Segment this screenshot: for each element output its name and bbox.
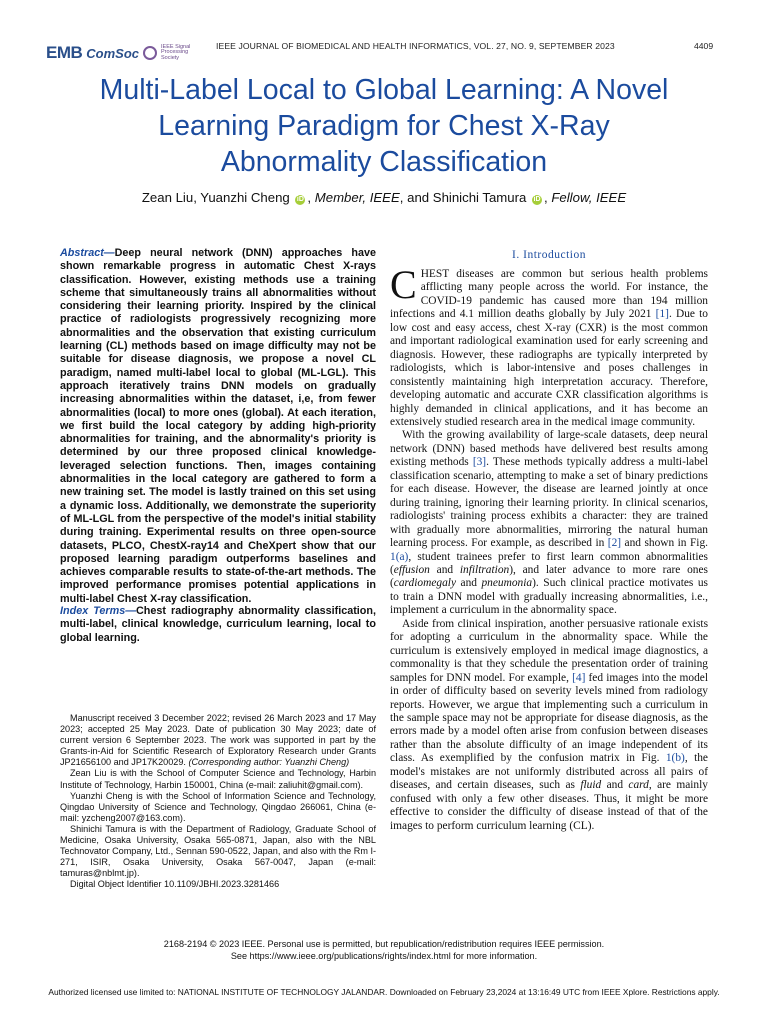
license-notice: Authorized licensed use limited to: NATIONAL INSTITUTE OF TECHNOLOGY JALANDAR. Downloaded on February 23,2024 at 13:16:49 UTC from IEEE Xplore. Restrictions apply. [48,987,720,997]
page-number: 4409 [694,41,714,51]
figure-link[interactable]: 1(a) [390,550,409,563]
signal-processing-society-logo: IEEE Signal Processing Society [161,43,191,61]
copyright-line: 2168-2194 © 2023 IEEE. Personal use is permitted, but republication/redistribution requires IEEE permission. [163,939,605,949]
figure-link[interactable]: 1(b) [665,752,685,765]
comsoc-logo: ComSoc [86,45,140,61]
footnote-manuscript: Manuscript received 3 December 2022; revised 26 March 2023 and 17 May 2023; accepted 25 May 2023. Date of publication 30 May 2023; date of current version 6 September 2023. The work was supported in part by the Grants-in-Aid for Scientific Research of Exploratory Research under Grants JP21656100 and JP17K20029. (Corresponding author: Yuanzhi Cheng) [60,713,376,768]
orcid-icon[interactable]: iD [533,196,541,203]
paper-title [40,72,728,180]
running-head: IEEE JOURNAL OF BIOMEDICAL AND HEALTH INFORMATICS, VOL. 27, NO. 9, SEPTEMBER 2023 [216,41,615,51]
author-membership: Member, IEEE [314,190,400,205]
abstract [60,247,376,606]
citation-link[interactable]: [2] [607,537,622,550]
index-terms [60,605,376,645]
title-line: Multi-Label Local to Global Learning: A Novel [99,74,669,106]
title-line: Abnormality Classification [220,146,548,178]
footnote-affiliation: Zean Liu is with the School of Computer Science and Technology, Harbin Institute of Technology, Harbin 150001, China (e-mail: zaliuhit@gmail.com). [60,768,376,790]
society-logos [46,40,191,66]
citation-link[interactable]: [1] [655,308,669,321]
paragraph: Aside from clinical inspiration, another persuasive rationale exists for adopting a curriculum in the abnormality space. While the curriculum is extensively employed in medical image diagnostics, a commonality is that they schedule the presentation order of training samples for DNN model. For example, [4] fed images into the model in order of difficulty based on severity levels mined from radiology reports. However, we argue that implementing such a curriculum in the sample space may not be appropriate for disease diagnosis, as the errors made by a model often arise from confusion between diseases rather than the absolute difficulty of an image independent of its class. As exemplified by the confusion matrix in Fig. 1(b), the model's mistakes are not uniformly distributed across all pairs of diseases, and certain diseases, such as fluid and card, are mainly confused with only a few other diseases. Thus, it might be more effective to consider the difficulty of disease instead of that of the images to perform curriculum learning (CL). [390,617,708,832]
index-terms-label: Index Terms— [60,605,136,617]
paragraph: With the growing availability of large-scale datasets, deep neural network (DNN) based methods have delivered best results among existing methods [3]. These methods typically address a multi-label classification scenario, attempting to make a set of binary predictions for each disease. However, the disease are learned jointly at once during training, ignoring their learning priority. In clinical scenarios, radiologists' training process exhibits a character: they are trained with gradually more abnormalities, mirroring the natural human learning process. For example, as described in [2] and shown in Fig. 1(a), student trainees prefer to first learn common abnormalities (effusion and infiltration), and later advance to more rare ones (cardiomegaly and pneumonia). Such clinical practice motivates us to train a DNN model with gradually increasing abnormalities, i.e., implement a curriculum in the abnormality space. [390,429,708,617]
footnote-affiliation: Yuanzhi Cheng is with the School of Information Science and Technology, Qingdao University of Science and Technology, Qingdao 266061, China (e-mail: yzcheng2007@163.com). [60,790,376,823]
author-names: , and Shinichi Tamura [399,190,527,205]
section-heading: I. Introduction [512,249,586,261]
corresponding-author: (Corresponding author: Yuanzhi Cheng) [188,757,350,768]
abstract-text: Deep neural network (DNN) approaches have shown remarkable progress in automatic Chest X-rays classification. However, existing methods use a training scheme that simultaneously trains all abnormalities without considering their learning priority. Inspired by the clinical practice of radiologists progressively recognizing more abnormalities and the observation that existing curriculum learning (CL) methods based on image difficulty may not be suitable for disease diagnosis, we propose a novel CL paradigm, named multi-label local to global (ML-LGL). This approach iteratively trains DNN models on gradually increasing abnormalities within the dataset, i,e, from fewer abnormalities (local) to more ones (global). At each iteration, we first build the local category by adding high-priority abnormalities for training, and the abnormality's priority is determined by our three proposed clinical knowledge-leveraged selection functions. Then, images containing abnormalities in the local category are gathered to form a new training set. The model is lastly trained on this set using a dynamic loss. Additionally, we demonstrate the superiority of ML-LGL from the perspective of the model's initial stability during training. Experimental results on three open-source datasets, PLCO, ChestX-ray14 and CheXpert show that our proposed learning paradigm outperforms baselines and achieves comparable results to state-of-the-art methods. The improved performance promises potential applications in multi-label Chest X-ray classification. [60,247,376,605]
title-line: Learning Paradigm for Chest X-Ray [158,110,610,142]
emb-logo: EMB [46,43,83,62]
author-membership: Fellow, IEEE [551,190,627,205]
citation-link[interactable]: [4] [572,671,586,684]
footnotes [60,713,376,891]
doi: Digital Object Identifier 10.1109/JBHI.2023.3281466 [70,879,280,890]
footnote-affiliation: Shinichi Tamura is with the Department of Radiology, Graduate School of Medicine, Osaka University, Osaka 565-0871, Japan, also with the NBL Technovator Company, Ltd., Sennan 590-0522, Japan, and also with the Rm I-271, ISIR, Osaka University, Osaka 567-0047, Japan (e-mail: tamuras@nblmt.jp). [60,823,376,879]
introduction-body [390,262,708,833]
copyright-link-line: See https://www.ieee.org/publications/rights/index.html for more information. [230,951,538,961]
index-terms-text: Chest radiography abnormality classification, multi-label, clinical knowledge, curriculum learning, local to global learning. [60,605,376,644]
author-line: Zean Liu, Yuanzhi Cheng iD , Member, IEEE, and Shinichi Tamura iD , Fellow, IEEE [141,190,627,205]
abstract-label: Abstract— [60,247,115,259]
citation-link[interactable]: [3] [472,456,487,469]
author-names: Zean Liu, Yuanzhi Cheng [141,190,290,205]
copyright-notice [40,938,728,962]
orcid-icon[interactable]: iD [296,196,304,203]
signal-processing-logo-icon [143,46,157,60]
drop-cap: C [390,262,417,307]
paragraph: CHEST diseases are common but serious health problems afflicting many people across the world. For instance, the COVID-19 pandemic has caused more than 194 million infections and 4.1 million deaths globally by July 2021 [1]. Due to low cost and easy access, chest X-ray (CXR) is the most common and important radiological examination used for early screening and diagnosis. However, these radiographs are typically interpreted by radiologists, which is labor-intensive and poses challenges in consistently maintaining high interpretation accuracy. Therefore, developing automatic and accurate CXR classification algorithms is highly demanded in clinical applications, and it has become an extensively studied research area in the medical image community. [390,262,708,428]
